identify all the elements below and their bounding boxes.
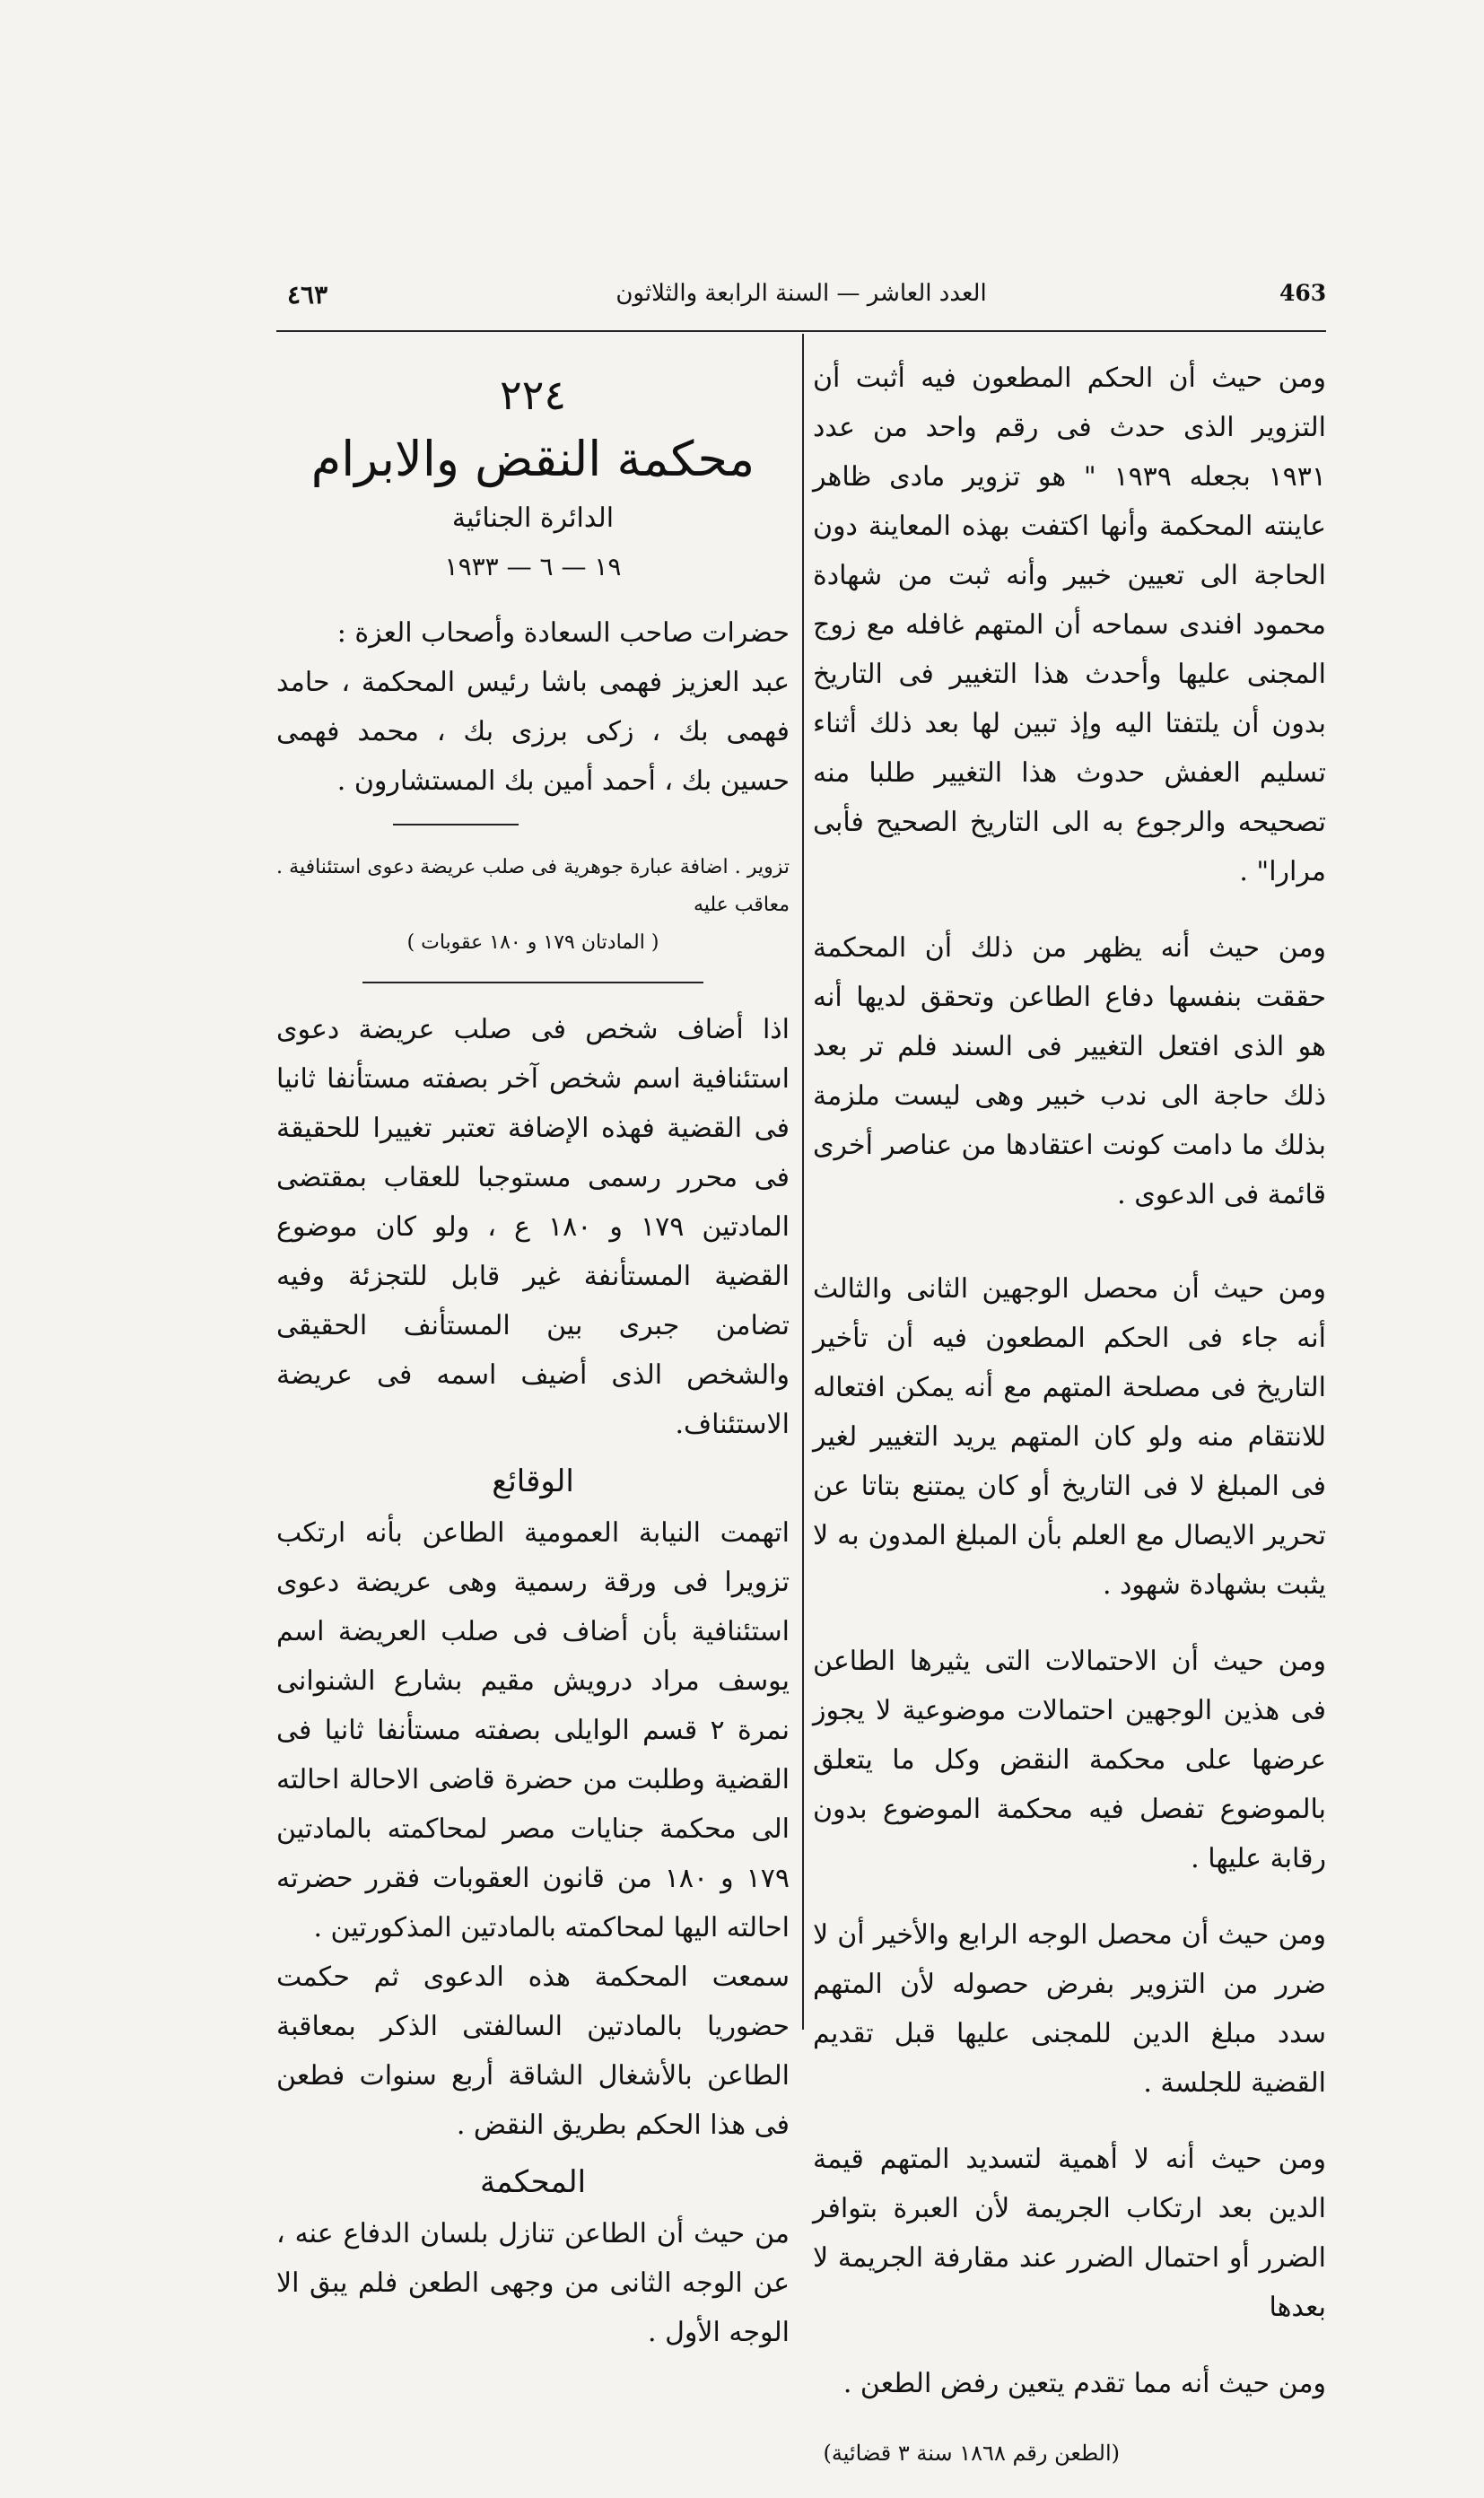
left-column <box>276 368 790 2357</box>
running-title: العدد العاشر — السنة الرابعة والثلاثون <box>615 280 987 307</box>
running-head <box>276 280 1326 325</box>
court-paragraph: من حيث أن الطاعن تنازل بلسان الدفاع عنه ، عن الوجه الثانى من وجهى الطعن فلم يبق الا الوجه الأول . <box>276 2218 790 2348</box>
court-name: محكمة النقض والابرام <box>310 431 755 487</box>
case-number: ٢٢٤ <box>499 371 567 419</box>
long-rule <box>362 982 703 983</box>
paragraph-4: ومن حيث أن الاحتمالات التى يثيرها الطاعن فى هذين الوجهين احتمالات موضوعية لا يجوز عرضها على محكمة النقض وكل ما يتعلق بالموضوع تفصل فيه محكمة الموضوع بدون رقابة عليها . <box>813 1646 1326 1874</box>
page-number-arabic: ٤٦٣ <box>287 280 328 310</box>
headnote-articles: ( المادتان ١٧٩ و ١٨٠ عقوبات ) <box>406 931 659 954</box>
paragraph-3: ومن حيث أن محصل الوجهين الثانى والثالث أنه جاء فى الحكم المطعون فيه أن تأخير التاريخ فى مصلحة المتهم مع أنه يمكن افتعاله للانتقام منه ولو كان المتهم يريد التغيير لغير فى المبلغ لا فى التاريخ أو كان يمتنع بتاتا عن تحرير الايصال مع العلم بأن المبلغ المدون به لا يثبت بشهادة شهود . <box>813 1273 1326 1601</box>
judgment-date: ١٩ — ٦ — ١٩٣٣ <box>444 552 622 581</box>
facts-paragraph-1: اتهمت النيابة العمومية الطاعن بأنه ارتكب تزويرا فى ورقة رسمية وهى عريضة دعوى استئنافية بأن أضاف فى صلب العريضة اسم يوسف مراد درويش مقيم بشارع الشنوانى نمرة ٢ قسم الوايلى بصفته مستأنفا ثانيا فى القضية وطلبت من حضرة قاضى الاحالة احالته الى محكمة جنايات مصر لمحاكمته بالمادتين ١٧٩ و ١٨٠ من قانون العقوبات فقرر حضرته احالته اليها لمحاكمته بالمادتين المذكورتين . <box>276 1517 790 1943</box>
right-column <box>813 354 1326 2498</box>
page-number-latin: 463 <box>1279 280 1327 306</box>
headnote: تزوير . اضافة عبارة جوهرية فى صلب عريضة دعوى استئنافية . معاقب عليه <box>276 856 790 916</box>
short-rule <box>393 824 519 825</box>
appeal-reference: (الطعن رقم ١٨٦٨ سنة ٣ قضائية) <box>823 2441 1120 2466</box>
legal-principle: اذا أضاف شخص فى صلب عريضة دعوى استئنافية اسم شخص آخر بصفته مستأنفا ثانيا فى القضية فهذه الإضافة تعتبر تغييرا للحقيقة فى محرر رسمى مستوجبا للعقاب بمقتضى المادتين ١٧٩ و ١٨٠ ع ، ولو كان موضوع القضية المستأنفة غير قابل للتجزئة وفيه تضامن جبرى بين المستأنف الحقيقى والشخص الذى أضيف اسمه فى عريضة الاستئناف. <box>276 1014 790 1440</box>
court-heading: المحكمة <box>479 2164 587 2200</box>
paragraph-2: ومن حيث أنه يظهر من ذلك أن المحكمة حققت بنفسها دفاع الطاعن وتحقق لديها أنه هو الذى افتعل التغيير فى السند فلم تر بعد ذلك حاجة الى ندب خبير وهى ليست ملزمة بذلك ما دامت كونت اعتقادها من عناصر أخرى قائمة فى الدعوى . <box>813 932 1326 1210</box>
paragraph-7: ومن حيث أنه مما تقدم يتعين رفض الطعن . <box>842 2368 1326 2399</box>
paragraph-6: ومن حيث أنه لا أهمية لتسديد المتهم قيمة الدين بعد ارتكاب الجريمة لأن العبرة بتوافر الضرر أو احتمال الضرر عند مقارفة الجريمة لا بعدها <box>813 2144 1326 2323</box>
header-rule <box>276 330 1326 332</box>
paragraph-5: ومن حيث أن محصل الوجه الرابع والأخير أن لا ضرر من التزوير بفرض حصوله لأن المتهم سدد مبلغ الدين للمجنى عليها قبل تقديم القضية للجلسة . <box>813 1919 1326 2099</box>
bench-intro: حضرات صاحب السعادة وأصحاب العزة : <box>336 617 790 649</box>
bench-members: عبد العزيز فهمى باشا رئيس المحكمة ، حامد فهمى بك ، زكى برزى بك ، محمد فهمى حسين بك ، أحمد أمين بك المستشارون . <box>276 667 790 797</box>
facts-paragraph-2: سمعت المحكمة هذه الدعوى ثم حكمت حضوريا بالمادتين السالفتى الذكر بمعاقبة الطاعن بالأشغال الشاقة أربع سنوات فطعن فى هذا الحكم بطريق النقض . <box>276 1961 790 2141</box>
circuit-name: الدائرة الجنائية <box>451 502 615 534</box>
facts-heading: الوقائع <box>492 1463 574 1499</box>
column-divider <box>802 334 804 2030</box>
paragraph-1: ومن حيث أن الحكم المطعون فيه أثبت أن التزوير الذى حدث فى رقم واحد من عدد ١٩٣١ بجعله ١٩٣٩ " هو تزوير مادى ظاهر عاينته المحكمة وأنها اكتفت بهذه المعاينة دون الحاجة الى تعيين خبير وأنه ثبت من شهادة محمود افندى سماحه أن المتهم غافله مع زوج المجنى عليها وأحدث هذا التغيير فى التاريخ بدون أن يلتفتا اليه وإذ تبين لها بعد ذلك أثناء تسليم العفش حدوث هذا التغيير طلبا منه تصحيحه والرجوع به الى التاريخ الصحيح فأبى مرارا" . <box>813 362 1327 887</box>
